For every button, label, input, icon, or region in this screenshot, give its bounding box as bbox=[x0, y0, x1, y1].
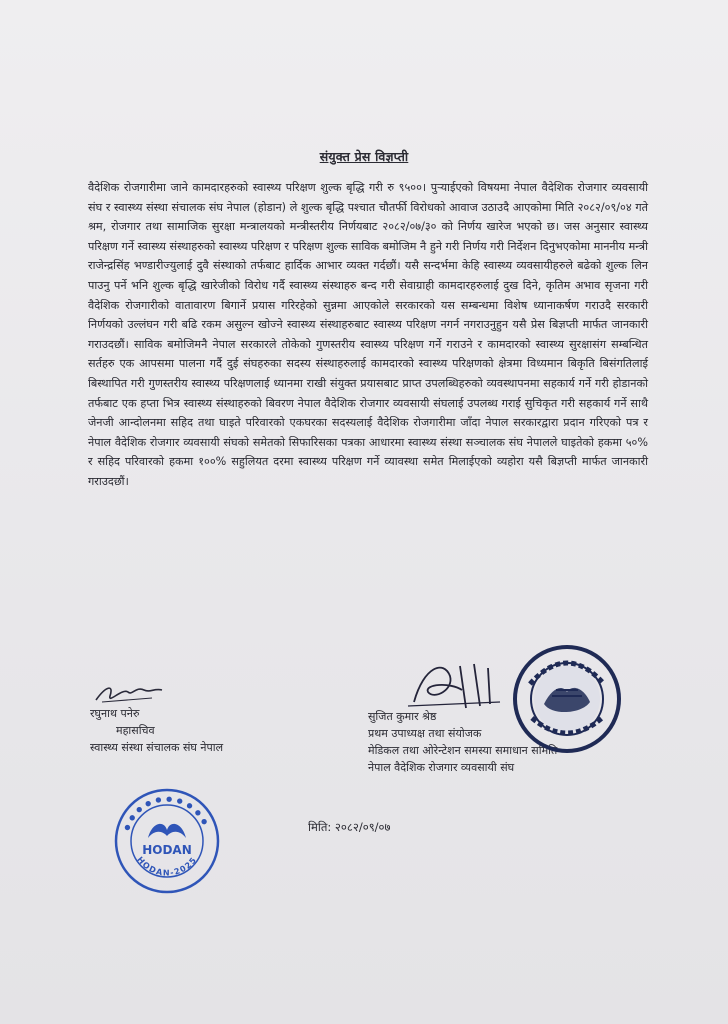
svg-text:HODAN-2025 bbox=[135, 855, 199, 878]
left-signatory-block bbox=[90, 705, 223, 756]
nafea-stamp bbox=[512, 644, 622, 754]
right-signatory-name: सुजित कुमार श्रेष्ठ bbox=[368, 710, 437, 723]
left-signatory-name: रघुनाथ पनेरु bbox=[90, 707, 140, 720]
document-title: संयुक्त प्रेस विज्ञप्ती bbox=[319, 149, 409, 164]
left-signature-scribble bbox=[92, 680, 172, 708]
hodan-stamp-ring-text: HODAN-2025 bbox=[135, 855, 199, 878]
hodan-stamp bbox=[112, 786, 222, 896]
left-signatory-title: महासचिव bbox=[116, 724, 155, 737]
svg-text:● ● ● ● ● ● ● ● ● ●: ● ● ● ● ● ● ● ● ● ● bbox=[122, 794, 210, 832]
right-signatory-title: प्रथम उपाध्यक्ष तथा संयोजक bbox=[368, 727, 482, 740]
right-signatory-committee: मेडिकल तथा ओरेन्टेशन समस्या समाधान समिति bbox=[368, 744, 558, 757]
document-date: मिति: २०८२/०९/०७ bbox=[308, 820, 391, 834]
right-signature-scribble bbox=[404, 656, 504, 714]
document-body: वैदेशिक रोजगारीमा जाने कामदारहरुको स्वास्थ्य परिक्षण शुल्क बृद्धि गरी रु ९५००। पुऱ्याईएको विषयमा नेपाल वैदेशिक रोजगार व्यवसायी संघ र स्वास्थ्य संस्था संचालक संघ नेपाल (होडान) ले शुल्क बृद्धि पश्चात चौतर्फी विरोधको आवाज उठाउदै आएकोमा मिति २०८२/०९/०४ गते श्रम, रोजगार तथा सामाजिक सुरक्षा मन्त्रालयको मन्त्रीस्तरीय निर्णयबाट २०८२/०७/३० को निर्णय खारेज भएको छ। जस अनुसार स्वास्थ्य परिक्षण गर्ने स्वास्थ्य संस्थाहरुको स्वास्थ्य परिक्षण र परिक्षण शुल्क साविक बमोजिम नै हुने गरी निर्णय गरी निर्देशन दिनुभएकोमा माननीय मन्त्री राजेन्द्रसिंह भण्डारीज्युलाई दुवै संस्थाको तर्फबाट हार्दिक आभार व्यक्त गर्दछौं। यसै सन्दर्भमा केहि स्वास्थ्य व्यवसायीहरुले बढेको शुल्क लिन पाउनु पर्ने भनि शुल्क बृद्धि खारेजीको विरोध गर्दै स्वास्थ्य संस्थाहरु बन्द गरी सेवाग्राही कामदारहरुलाई दुख दिने, कृतिम अभाव सृजना गरी वैदेशिक रोजगारीको वातावारण बिगार्ने प्रयास गरिरहेको सुन्नमा आएकोले सरकारको यस सम्बन्धमा विशेष ध्यानाकर्षण गराउदै सरकारी निर्णयको उल्लंघन गरी बढि रकम असुल्न खोज्ने स्वास्थ्य संस्थाहरुबाट स्वास्थ्य परिक्षण नगर्न नगराउनुहुन यसै प्रेस बिज्ञप्ती मार्फत जानकारी गराउदछौं। साविक बमोजिमनै नेपाल सरकारले तोकेको गुणस्तरीय स्वास्थ्य परिक्षण गर्ने गराउने र कामदारको स्वास्थ्य सुरक्षासंग सम्बन्धित सर्तहरु एक आपसमा पालना गर्दै दुई संघहरुका सदस्य संस्थाहरुलाई कामदारको स्वास्थ्य परिक्षणको क्षेत्रमा विध्यमान बिकृति बिसंगतिलाई बिस्थापित गरी गुणस्तरीय स्वास्थ्य परिक्षणलाई ध्यानमा राखी संयुक्त प्रयासबाट प्राप्त उपलब्धिहरुको व्यवस्थापनमा सहकार्य गर्ने गरी होडानको तर्फबाट एक हप्ता भित्र स्वास्थ्य संस्थाहरुको बिवरण नेपाल वैदेशिक रोजगार व्यवसायी संघलाई उपलब्ध गराई सुचिकृत गरी सहकार्य गर्ने साथै जेनजी आन्दोलनमा सहिद तथा घाइते परिवारको एकघरका सदस्यलाई वैदेशिक रोजगारीमा जाँदा नेपाल सरकारद्वारा प्रदान गरिएको पत्र र नेपाल वैदेशिक रोजगार व्यवसायी संघको समेतको सिफारिसका पत्रका आधारमा स्वास्थ्य संस्था सञ्चालक संघ नेपालले घाइतेको हकमा ५०% र सहिद परिवारको हकमा १००% सहुलियत दरमा स्वास्थ्य परिक्षण गर्ने व्यावस्था समेत मिलाईएको व्यहोरा यसै बिज्ञप्ती मार्फत जानकारी गराउदछौं। bbox=[88, 181, 648, 488]
right-signatory-org: नेपाल वैदेशिक रोजगार व्यवसायी संघ bbox=[368, 761, 515, 774]
hodan-stamp-text: HODAN bbox=[142, 843, 192, 857]
left-signatory-org: स्वास्थ्य संस्था संचालक संघ नेपाल bbox=[90, 741, 224, 754]
